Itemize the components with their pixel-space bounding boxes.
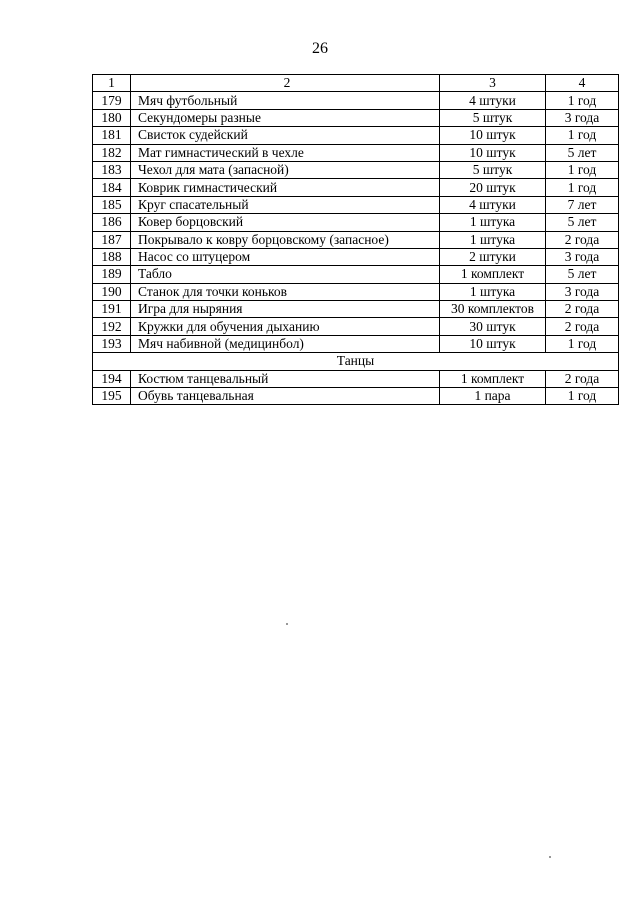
item-term: 2 года xyxy=(546,370,619,387)
item-name: Станок для точки коньков xyxy=(131,283,440,300)
table-row xyxy=(93,196,619,213)
item-name: Костюм танцевальный xyxy=(131,370,440,387)
item-name: Круг спасательный xyxy=(131,196,440,213)
item-term: 3 года xyxy=(546,283,619,300)
header-col-1: 1 xyxy=(93,75,131,92)
item-name: Мат гимнастический в чехле xyxy=(131,144,440,161)
item-quantity: 30 комплектов xyxy=(440,301,546,318)
table-row xyxy=(93,231,619,248)
item-term: 1 год xyxy=(546,127,619,144)
item-quantity: 1 комплект xyxy=(440,266,546,283)
item-number: 180 xyxy=(93,109,131,126)
item-number: 187 xyxy=(93,231,131,248)
item-number: 190 xyxy=(93,283,131,300)
item-number: 179 xyxy=(93,92,131,109)
scan-speck xyxy=(549,856,551,858)
item-quantity: 10 штук xyxy=(440,144,546,161)
item-term: 1 год xyxy=(546,335,619,352)
item-quantity: 4 штуки xyxy=(440,196,546,213)
item-quantity: 1 штука xyxy=(440,231,546,248)
item-quantity: 5 штук xyxy=(440,109,546,126)
item-term: 7 лет xyxy=(546,196,619,213)
item-number: 194 xyxy=(93,370,131,387)
table-row xyxy=(93,388,619,405)
item-quantity: 30 штук xyxy=(440,318,546,335)
item-name: Мяч набивной (медицинбол) xyxy=(131,335,440,352)
item-number: 183 xyxy=(93,161,131,178)
table-row xyxy=(93,161,619,178)
table-header-row xyxy=(93,75,619,92)
item-term: 1 год xyxy=(546,179,619,196)
header-col-4: 4 xyxy=(546,75,619,92)
item-number: 181 xyxy=(93,127,131,144)
item-name: Коврик гимнастический xyxy=(131,179,440,196)
item-quantity: 1 комплект xyxy=(440,370,546,387)
item-term: 3 года xyxy=(546,109,619,126)
table-row xyxy=(93,109,619,126)
table-row xyxy=(93,179,619,196)
section-row xyxy=(93,353,619,370)
table-row xyxy=(93,92,619,109)
item-name: Кружки для обучения дыханию xyxy=(131,318,440,335)
item-number: 184 xyxy=(93,179,131,196)
table-row xyxy=(93,370,619,387)
item-number: 189 xyxy=(93,266,131,283)
table-row xyxy=(93,301,619,318)
table-row xyxy=(93,144,619,161)
item-quantity: 2 штуки xyxy=(440,248,546,265)
item-term: 2 года xyxy=(546,318,619,335)
equipment-table xyxy=(92,74,619,405)
item-name: Игра для ныряния xyxy=(131,301,440,318)
item-term: 1 год xyxy=(546,92,619,109)
item-term: 2 года xyxy=(546,231,619,248)
item-quantity: 10 штук xyxy=(440,335,546,352)
page-number: 26 xyxy=(312,40,328,57)
item-name: Табло xyxy=(131,266,440,283)
header-col-2: 2 xyxy=(131,75,440,92)
item-term: 1 год xyxy=(546,388,619,405)
item-term: 5 лет xyxy=(546,214,619,231)
item-quantity: 1 пара xyxy=(440,388,546,405)
header-col-3: 3 xyxy=(440,75,546,92)
item-name: Свисток судейский xyxy=(131,127,440,144)
item-quantity: 4 штуки xyxy=(440,92,546,109)
item-name: Покрывало к ковру борцовскому (запасное) xyxy=(131,231,440,248)
item-number: 195 xyxy=(93,388,131,405)
item-quantity: 1 штука xyxy=(440,283,546,300)
item-quantity: 10 штук xyxy=(440,127,546,144)
equipment-table-body xyxy=(93,75,619,405)
item-term: 3 года xyxy=(546,248,619,265)
item-term: 5 лет xyxy=(546,144,619,161)
item-number: 182 xyxy=(93,144,131,161)
item-name: Чехол для мата (запасной) xyxy=(131,161,440,178)
item-term: 5 лет xyxy=(546,266,619,283)
item-name: Секундомеры разные xyxy=(131,109,440,126)
table-row xyxy=(93,214,619,231)
table-row xyxy=(93,127,619,144)
item-name: Насос со штуцером xyxy=(131,248,440,265)
table-row xyxy=(93,283,619,300)
item-quantity: 20 штук xyxy=(440,179,546,196)
item-number: 192 xyxy=(93,318,131,335)
item-quantity: 1 штука xyxy=(440,214,546,231)
item-name: Обувь танцевальная xyxy=(131,388,440,405)
item-name: Ковер борцовский xyxy=(131,214,440,231)
item-number: 191 xyxy=(93,301,131,318)
table-row xyxy=(93,266,619,283)
table-row xyxy=(93,248,619,265)
item-quantity: 5 штук xyxy=(440,161,546,178)
scan-speck xyxy=(286,623,288,625)
item-number: 193 xyxy=(93,335,131,352)
item-number: 185 xyxy=(93,196,131,213)
item-name: Мяч футбольный xyxy=(131,92,440,109)
section-title: Танцы xyxy=(93,353,619,370)
table-row xyxy=(93,318,619,335)
item-number: 188 xyxy=(93,248,131,265)
item-term: 2 года xyxy=(546,301,619,318)
item-number: 186 xyxy=(93,214,131,231)
item-term: 1 год xyxy=(546,161,619,178)
table-row xyxy=(93,335,619,352)
